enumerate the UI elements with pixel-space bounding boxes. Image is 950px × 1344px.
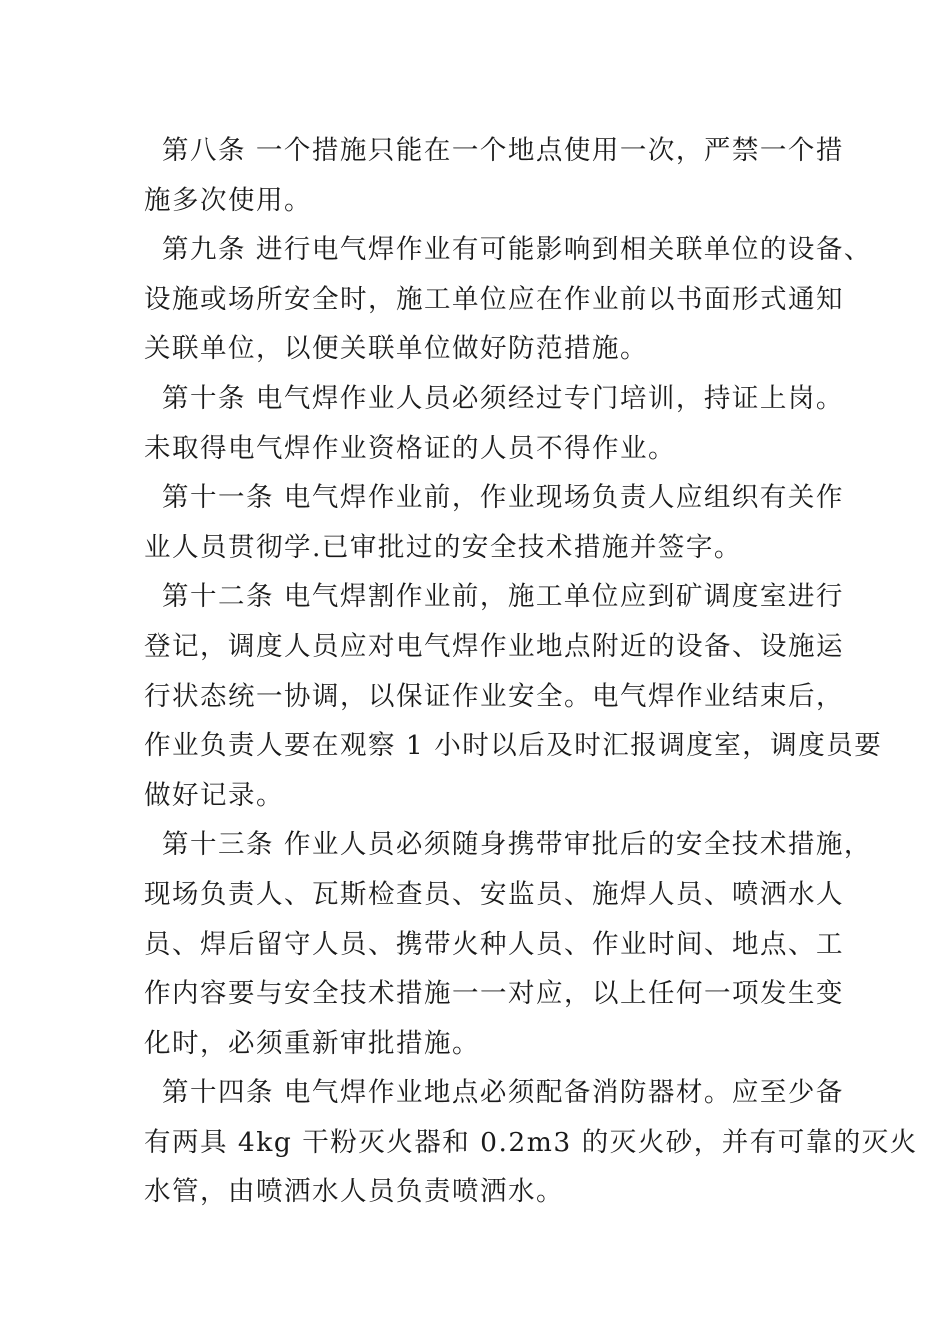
- text-line: 第八条 一个措施只能在一个地点使用一次，严禁一个措: [162, 135, 844, 166]
- text-line: 设施或场所安全时，施工单位应在作业前以书面形式通知: [144, 283, 844, 315]
- text-line: 施多次使用。: [144, 184, 312, 216]
- text-line: 水管，由喷洒水人员负责喷洒水。: [144, 1176, 564, 1208]
- text-line: 有两具 4kg 干粉灭火器和 0.2m3 的灭火砂，并有可靠的灭火: [144, 1126, 918, 1158]
- text-line: 第十二条 电气焊割作业前，施工单位应到矿调度室进行: [162, 581, 844, 613]
- text-line: 业人员贯彻学.已审批过的安全技术措施并签字。: [144, 531, 742, 563]
- text-line: 行状态统一协调，以保证作业安全。电气焊作业结束后，: [144, 680, 844, 712]
- text-line: 登记，调度人员应对电气焊作业地点附近的设备、设施运: [144, 630, 844, 662]
- article-9: [144, 225, 872, 374]
- document-body: [144, 126, 918, 1217]
- text-line: 作业负责人要在观察 1 小时以后及时汇报调度室，调度员要: [144, 730, 883, 762]
- text-line: 第十三条 作业人员必须随身携带审批后的安全技术措施，: [162, 829, 872, 861]
- text-line: 化时，必须重新审批措施。: [144, 1027, 480, 1059]
- article-14: [144, 1068, 918, 1217]
- text-line: 关联单位，以便关联单位做好防范措施。: [144, 333, 648, 365]
- text-line: 第十条 电气焊作业人员必须经过专门培训，持证上岗。: [162, 382, 844, 414]
- text-line: 第九条 进行电气焊作业有可能影响到相关联单位的设备、: [162, 234, 872, 266]
- article-13: [144, 820, 872, 1068]
- text-line: 做好记录。: [144, 779, 284, 811]
- text-line: 现场负责人、瓦斯检查员、安监员、施焊人员、喷洒水人: [144, 878, 844, 910]
- article-10: [144, 374, 844, 473]
- text-line: 未取得电气焊作业资格证的人员不得作业。: [144, 432, 676, 464]
- text-line: 第十四条 电气焊作业地点必须配备消防器材。应至少备: [162, 1077, 844, 1109]
- article-11: [144, 473, 844, 572]
- article-12: [144, 572, 883, 820]
- text-line: 第十一条 电气焊作业前，作业现场负责人应组织有关作: [162, 482, 844, 514]
- text-line: 员、焊后留守人员、携带火种人员、作业时间、地点、工: [144, 928, 844, 960]
- text-line: 作内容要与安全技术措施一一对应，以上任何一项发生变: [144, 978, 844, 1010]
- article-8: [144, 126, 844, 225]
